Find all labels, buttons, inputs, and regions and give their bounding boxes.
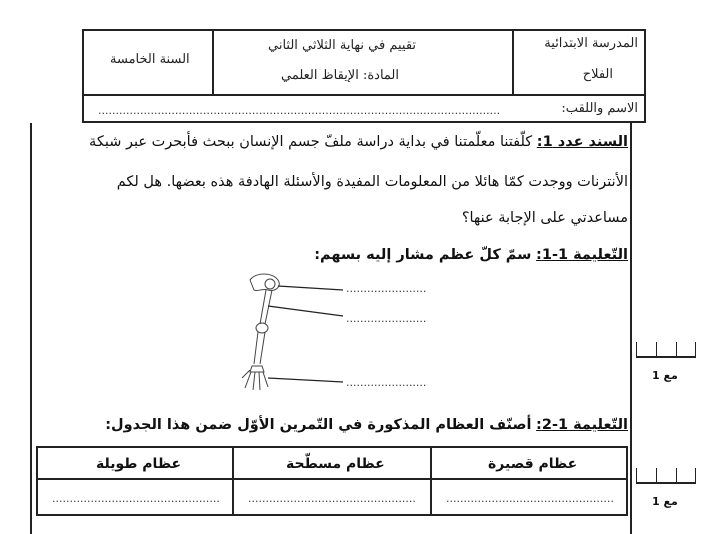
- subject-label: المادة: الإيقاظ العلمي: [281, 68, 399, 83]
- mark-label-1: مع 1: [652, 369, 678, 382]
- instruction-1-2-label: التّعليمة 1-2:: [536, 417, 628, 433]
- instruction-1-2: [105, 417, 628, 433]
- mark-box-2[interactable]: [636, 468, 696, 484]
- table-cell-long-bones[interactable]: ................................................: [52, 492, 220, 505]
- mark-label-2: مع 1: [652, 495, 678, 508]
- mark-box-1[interactable]: [636, 342, 696, 358]
- instruction-1-1-text: سمّ كلّ عظم مشار إليه بسهم:: [314, 247, 532, 263]
- school-location: الفلاح: [582, 67, 613, 82]
- source-text-line1: كلّفتنا معلّمتنا في بداية دراسة ملفّ جسم الإنسان ببحث فأبحرت عبر شبكة: [89, 134, 533, 150]
- source-label: السند عدد 1:: [536, 134, 628, 150]
- table-header-short-bones: عظام قصيرة: [488, 456, 578, 472]
- name-label: الاسم واللقب:: [561, 101, 638, 116]
- table-cell-flat-bones[interactable]: ................................................: [248, 492, 416, 505]
- answer-field-1[interactable]: .......................: [346, 282, 427, 295]
- table-header-flat-bones: عظام مسطّحة: [286, 456, 385, 472]
- source-paragraph-line1: [89, 134, 628, 150]
- source-text-line3: مساعدتي على الإجابة عنها؟: [461, 210, 628, 226]
- source-text-line2: الأنترنات ووجدت كمّا هائلا من المعلومات المفيدة والأسئلة الهادفة هذه بعضها. هل لكم: [116, 174, 628, 190]
- instruction-1-1: [314, 247, 628, 263]
- name-field[interactable]: ...................................................................................................................: [98, 104, 501, 117]
- table-cell-short-bones[interactable]: ................................................: [446, 492, 614, 505]
- page-title: تقييم في نهاية الثلاثي الثاني: [268, 38, 417, 53]
- grade-label: السنة الخامسة: [110, 52, 190, 67]
- instruction-1-1-label: التّعليمة 1-1:: [536, 247, 628, 263]
- arm-skeleton-figure: [228, 266, 348, 396]
- instruction-1-2-text: أصنّف العظام المذكورة في التّمرين الأوّل ضمن هذا الجدول:: [105, 417, 532, 433]
- answer-field-2[interactable]: .......................: [346, 312, 427, 325]
- school-name: المدرسة الابتدائية: [544, 36, 638, 51]
- answer-field-3[interactable]: .......................: [346, 376, 427, 389]
- table-header-long-bones: عظام طويلة: [96, 456, 182, 472]
